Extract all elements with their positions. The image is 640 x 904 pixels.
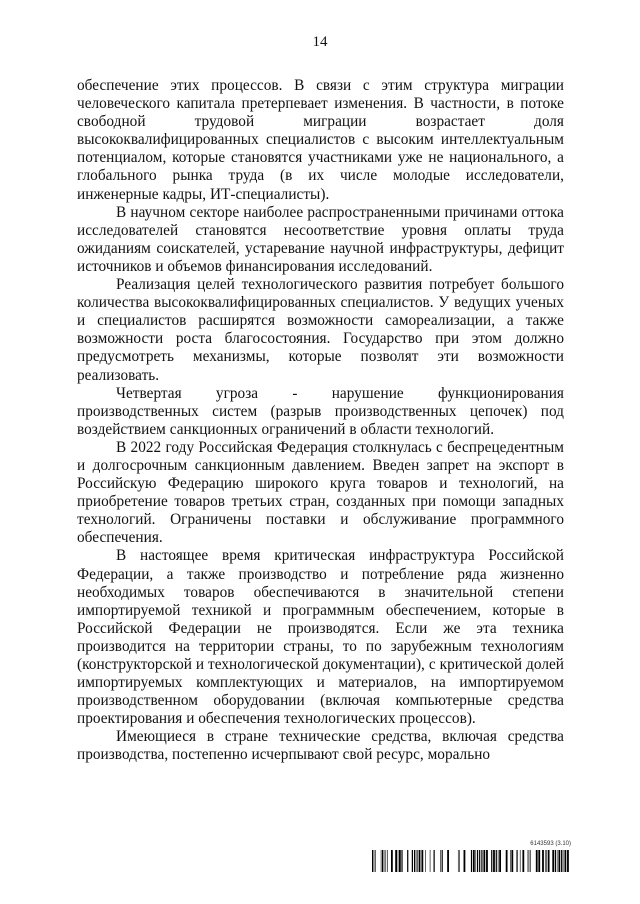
paragraph: обеспечение этих процессов. В связи с этим структура миграции человеческого капитала претерпевает изменения. В частности, в потоке свободной трудовой миграции возрастает доля высококвалифицированных специалистов с высоким интеллектуальным потенциалом, которые становятся участниками уже не национального, а глобального рынка труда (в их числе молодые исследователи, инженерные кадры, ИТ-специалисты). [77, 77, 564, 203]
page-number: 14 [312, 34, 328, 50]
paragraph: В научном секторе наиболее распространенными причинами оттока исследователей становятся несоответствие уровня оплаты труда ожиданиям соискателей, устаревание научной инфраструктуры, дефицит источников и объемов финансирования исследований. [77, 203, 564, 275]
paragraph: Имеющиеся в стране технические средства, включая средства производства, постепенно исчерпывают свой ресурс, морально [77, 728, 564, 764]
paragraph: Четвертая угроза - нарушение функционирования производственных систем (разрыв производственных цепочек) под воздействием санкционных ограничений в области технологий. [77, 384, 564, 438]
paragraph: В настоящее время критическая инфраструктура Российской Федерации, а также производство и потребление ряда жизненно необходимых товаров обеспечиваются в значительной степени импортируемой техникой и программным обеспечением, которые в Российской Федерации не производятся. Если же эта техника производится на территории страны, то по зарубежным технологиям (конструкторской и технологической документации), с критической долей импортируемых комплектующих и материалов, на импортируемом производственном оборудовании (включая компьютерные средства проектирования и обеспечения технологических процессов). [77, 547, 564, 728]
barcode-icon [372, 850, 572, 872]
document-body [77, 77, 564, 765]
document-code: 6143593 (3.10) [530, 841, 571, 847]
paragraph: В 2022 году Российская Федерация столкнулась с беспрецедентным и долгосрочным санкционным давлением. Введен запрет на экспорт в Российскую Федерацию широкого круга товаров и технологий, на приобретение товаров третьих стран, созданных при помощи западных технологий. Ограничены поставки и обслуживание программного обеспечения. [77, 438, 564, 547]
paragraph: Реализация целей технологического развития потребует большого количества высококвалифицированных специалистов. У ведущих ученых и специалистов расширятся возможности самореализации, а также возможности роста благосостояния. Государство при этом должно предусмотреть механизмы, которые позволят эти возможности реализовать. [77, 276, 564, 384]
